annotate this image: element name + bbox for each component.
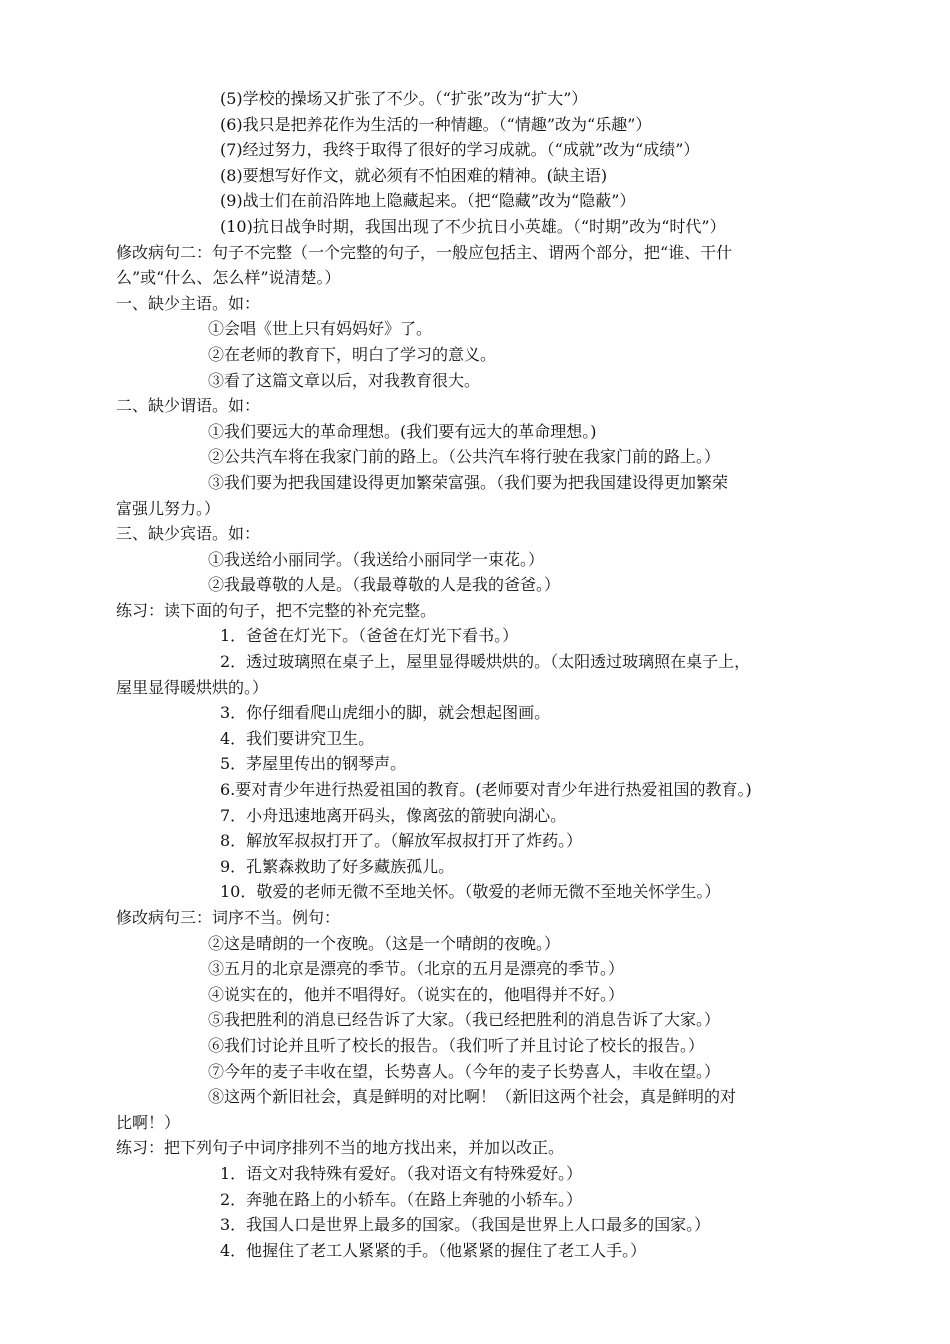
text-line: 5．茅屋里传出的钢琴声。 [220,754,407,774]
text-line: (8)要想写好作文，就必须有不怕困难的精神。(缺主语) [220,165,608,185]
text-line: 修改病句二：句子不完整（一个完整的句子，一般应包括主、谓两个部分，把“谁、干什 [116,242,733,262]
text-line: 4．我们要讲究卫生。 [220,728,375,748]
text-line: 练习：读下面的句子，把不完整的补充完整。 [116,600,437,620]
text-line: ②我最尊敬的人是。（我最尊敬的人是我的爸爸。） [208,575,561,595]
text-line: (7)经过努力，我终于取得了很好的学习成就。（“成就”改为“成绩”） [220,140,700,160]
text-line: ⑧这两个新旧社会，真是鲜明的对比啊！（新旧这两个社会，真是鲜明的对 [208,1087,737,1107]
text-line: 3．你仔细看爬山虎细小的脚，就会想起图画。 [220,703,551,723]
text-line: 么”或“什么、怎么样”说清楚。） [116,268,341,288]
text-line: ①会唱《世上只有妈妈好》了。 [208,319,433,339]
text-line: ⑥我们讨论并且听了校长的报告。（我们听了并且讨论了校长的报告。） [208,1035,705,1055]
text-line: ②公共汽车将在我家门前的路上。（公共汽车将行驶在我家门前的路上。） [208,447,721,467]
text-line: 三、缺少宾语。如： [116,524,261,544]
text-line: ①我们要远大的革命理想。(我们要有远大的革命理想。) [208,421,597,441]
text-line: ②这是晴朗的一个夜晚。（这是一个晴朗的夜晚。） [208,933,561,953]
text-line: ③我们要为把我国建设得更加繁荣富强。（我们要为把我国建设得更加繁荣 [208,472,729,492]
text-line: 富强儿努力。） [116,498,221,518]
text-line: ④说实在的，他并不唱得好。（说实在的，他唱得并不好。） [208,984,625,1004]
text-line: ⑤我把胜利的消息已经告诉了大家。（我已经把胜利的消息告诉了大家。） [208,1010,721,1030]
text-line: 4．他握住了老工人紧紧的手。（他紧紧的握住了老工人手。） [220,1240,647,1260]
text-line: ①我送给小丽同学。（我送给小丽同学一束花。） [208,549,545,569]
text-line: 练习：把下列句子中词序排列不当的地方找出来，并加以改正。 [116,1138,565,1158]
text-line: 屋里显得暖烘烘的。） [116,677,269,697]
text-line: 1．语文对我特殊有爱好。（我对语文有特殊爱好。） [220,1163,583,1183]
text-line: 2．奔驰在路上的小轿车。（在路上奔驰的小轿车。） [220,1189,583,1209]
text-line: 7．小舟迅速地离开码头，像离弦的箭驶向湖心。 [220,805,567,825]
text-line: (10)抗日战争时期，我国出现了不少抗日小英雄。（“时期”改为“时代”） [220,216,726,236]
text-line: ③看了这篇文章以后，对我教育很大。 [208,370,481,390]
text-line: 一、缺少主语。如： [116,293,261,313]
text-line: 2．透过玻璃照在桌子上，屋里显得暖烘烘的。（太阳透过玻璃照在桌子上， [220,652,751,672]
text-line: (5)学校的操场又扩张了不少。（“扩张”改为“扩大”） [220,89,588,108]
text-line: 比啊！） [116,1112,181,1132]
text-line: ②在老师的教育下，明白了学习的意义。 [208,344,497,364]
text-line: 1．爸爸在灯光下。（爸爸在灯光下看书。） [220,626,519,646]
text-line: (6)我只是把养花作为生活的一种情趣。（“情趣”改为“乐趣”） [220,114,652,134]
document-page [0,86,950,1263]
text-line: 8．解放军叔叔打开了。（解放军叔叔打开了炸药。） [220,831,583,851]
text-line: 修改病句三：词序不当。例句： [116,908,341,927]
text-line: 6.要对青少年进行热爱祖国的教育。(老师要对青少年进行热爱祖国的教育。) [220,780,752,800]
text-line: 二、缺少谓语。如： [116,396,261,416]
text-line: ③五月的北京是漂亮的季节。（北京的五月是漂亮的季节。） [208,959,625,979]
text-line: ⑦今年的麦子丰收在望，长势喜人。（今年的麦子长势喜人，丰收在望。） [208,1061,721,1081]
text-line: 9．孔繁森救助了好多藏族孤儿。 [220,856,455,876]
text-line: 10．敬爱的老师无微不至地关怀。（敬爱的老师无微不至地关怀学生。） [220,882,721,902]
text-line: (9)战士们在前沿阵地上隐藏起来。（把“隐藏”改为“隐蔽”） [220,191,636,211]
text-line: 3．我国人口是世界上最多的国家。（我国是世界上人口最多的国家。） [220,1215,711,1235]
